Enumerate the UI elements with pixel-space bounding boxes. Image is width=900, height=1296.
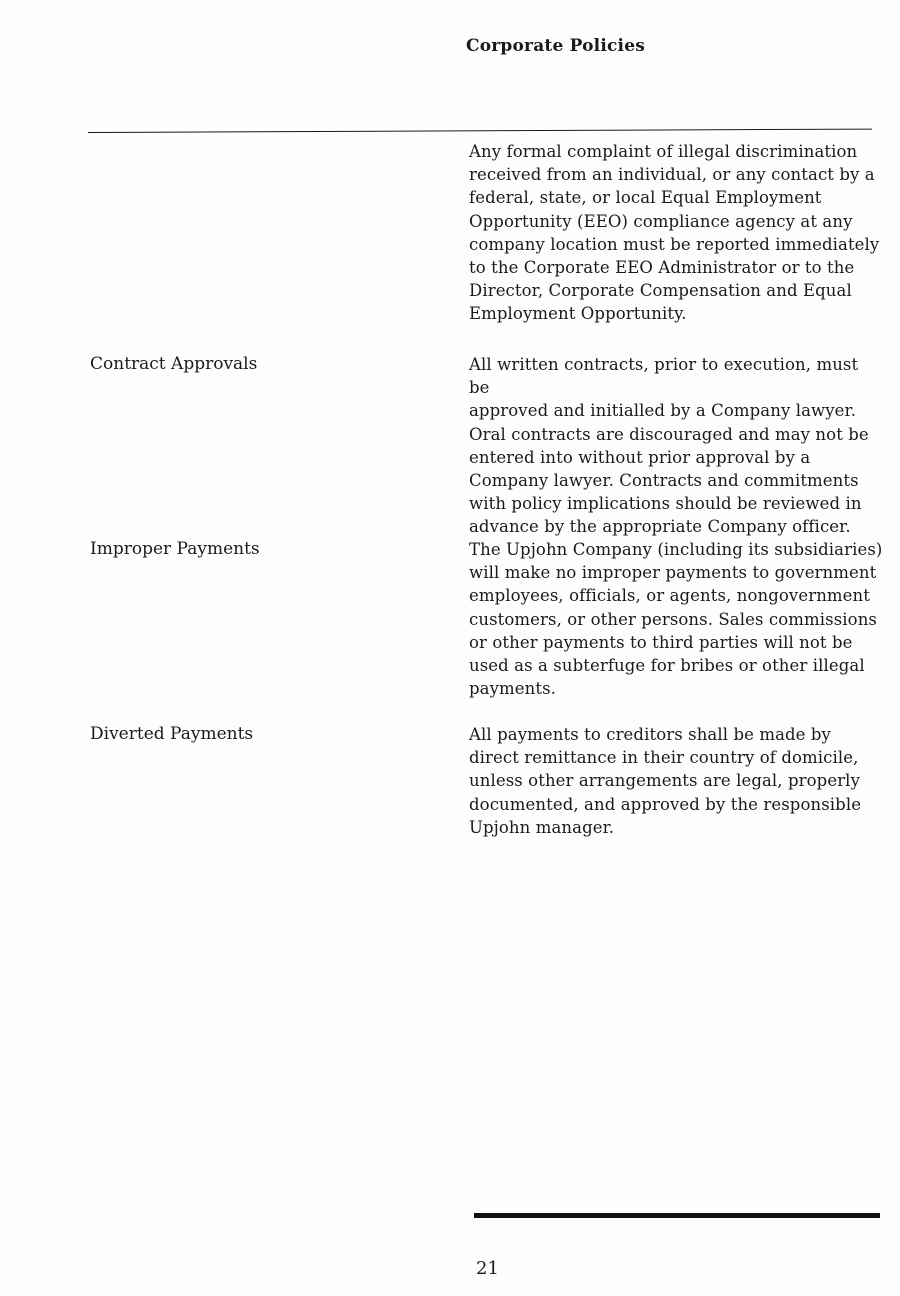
page-header-title: Corporate Policies [466,36,645,56]
page-number: 21 [476,1258,499,1279]
section-heading: Contract Approvals [90,354,258,374]
section-heading: Improper Payments [90,539,260,559]
section-body: All payments to creditors shall be made by direct remittance in their country of domicile, unless other arrangements are legal, properly documented, and approved by the responsible Upjohn manager. [469,725,862,837]
top-divider [88,129,872,133]
section-body: Any formal complaint of illegal discrimination received from an individual, or any contact by a federal, state, or local Equal Employment Opportunity (EEO) compliance agency at any company location must be reported immediately to the Corporate EEO Administrator or to the Director, Corporate Compensation and Equal Employment Opportunity. [469,142,880,324]
section-body: The Upjohn Company (including its subsidiaries) will make no improper payments to government employees, officials, or agents, nongovernment customers, or other persons. Sales commissions or other payments to third parties will not be used as a subterfuge for bribes or other illegal payments. [469,540,883,699]
section-body: All written contracts, prior to execution, must be approved and initialled by a Company lawyer. Oral contracts are discouraged and may not be entered into without prior approval by a Company lawyer. Contracts and commitments with policy implications should be reviewed in advance by the appropriate Company officer. [469,355,869,537]
section-heading: Diverted Payments [90,724,254,744]
bottom-divider [474,1213,880,1218]
